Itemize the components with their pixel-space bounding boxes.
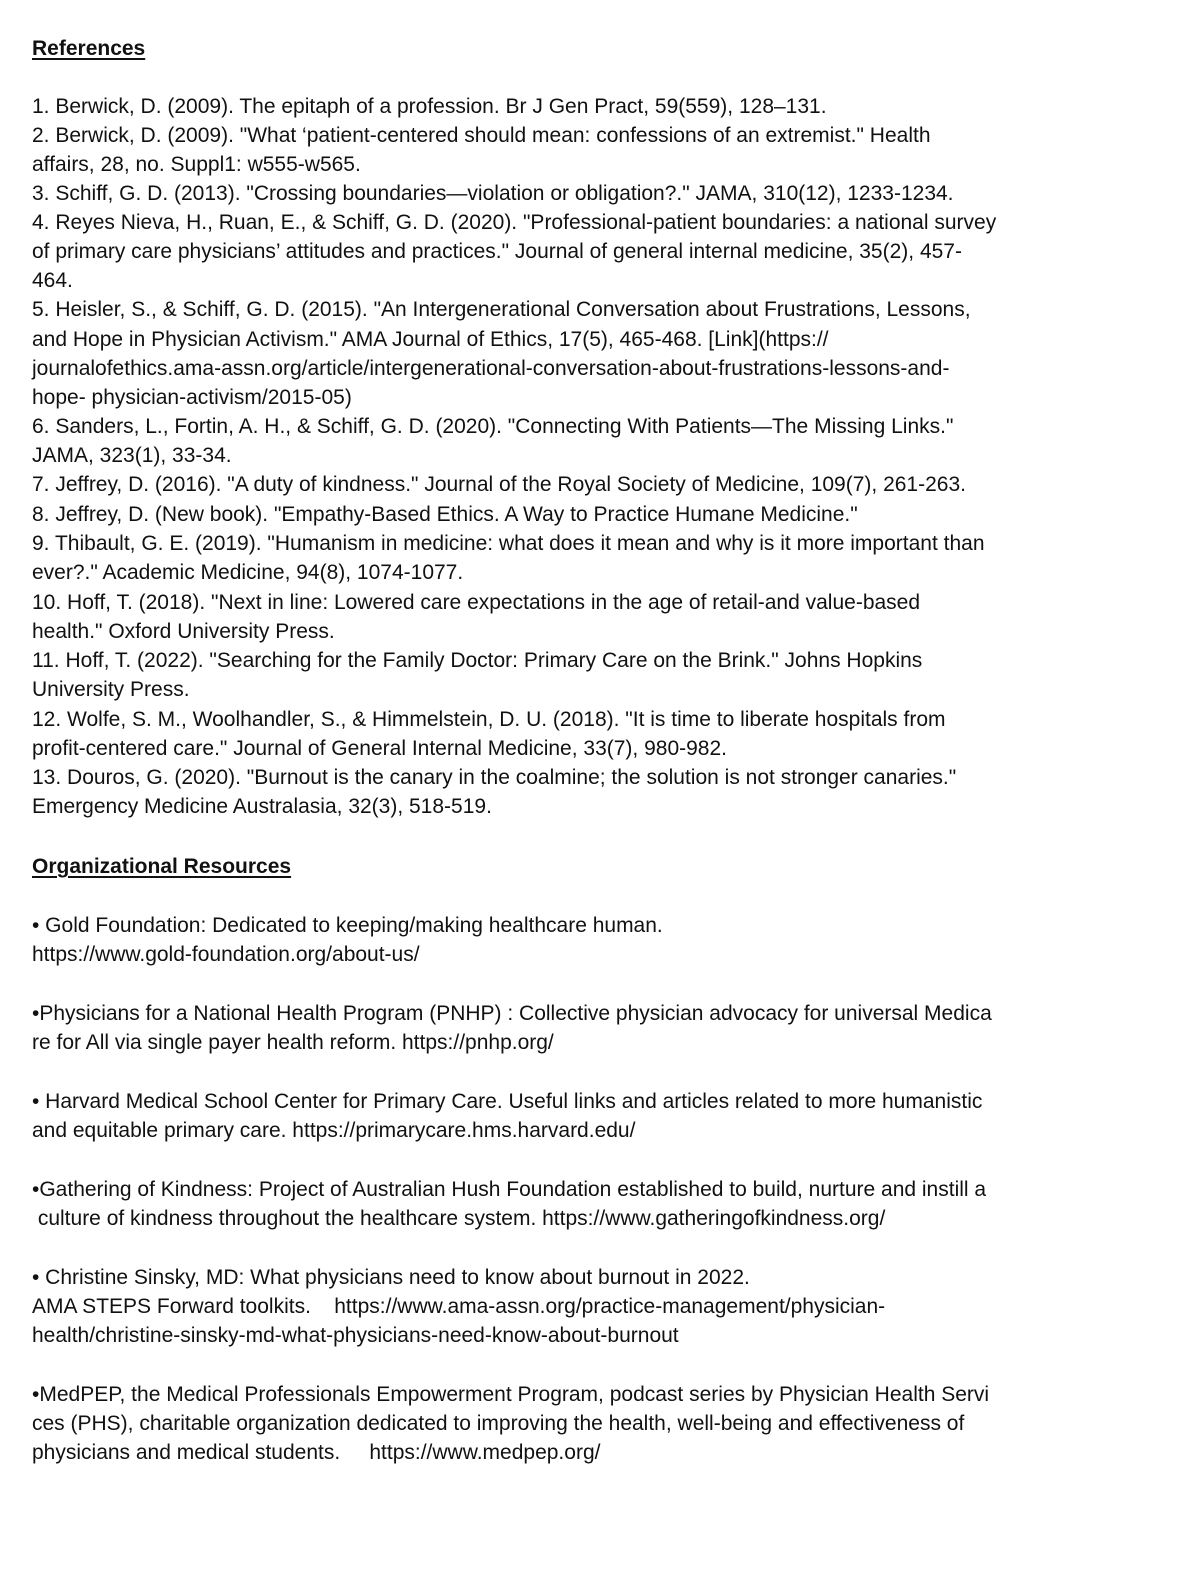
resource-line: health/christine-sinsky-md-what-physicians-need-know-about-burnout (32, 1324, 679, 1347)
reference-line: 13. Douros, G. (2020). "Burnout is the canary in the coalmine; the solution is not stronger canaries." (32, 766, 957, 789)
reference-line: 11. Hoff, T. (2022). "Searching for the Family Doctor: Primary Care on the Brink." Johns Hopkins (32, 649, 923, 672)
resource-line: • Gold Foundation: Dedicated to keeping/making healthcare human. (32, 914, 663, 937)
resource-line: •Gathering of Kindness: Project of Australian Hush Foundation established to build, nurture and instill a (32, 1178, 987, 1201)
reference-line: 3. Schiff, G. D. (2013). "Crossing boundaries—violation or obligation?." JAMA, 310(12), 1233-1234. (32, 182, 954, 205)
reference-line: 5. Heisler, S., & Schiff, G. D. (2015). "An Intergenerational Conversation about Frustrations, Lessons, (32, 298, 971, 321)
reference-line: and Hope in Physician Activism." AMA Journal of Ethics, 17(5), 465-468. [Link](https:// (32, 328, 829, 351)
resource-line: ces (PHS), charitable organization dedicated to improving the health, well-being and effectiveness of (32, 1412, 965, 1435)
resource-line: re for All via single payer health reform. https://pnhp.org/ (32, 1031, 554, 1054)
resource-line: https://www.gold-foundation.org/about-us/ (32, 943, 420, 966)
reference-line: 12. Wolfe, S. M., Woolhandler, S., & Himmelstein, D. U. (2018). "It is time to liberate hospitals from (32, 708, 946, 731)
reference-line: 1. Berwick, D. (2009). The epitaph of a profession. Br J Gen Pract, 59(559), 128–131. (32, 95, 827, 118)
reference-line: 10. Hoff, T. (2018). "Next in line: Lowered care expectations in the age of retail-and value-based (32, 591, 921, 614)
reference-line: 2. Berwick, D. (2009). "What ‘patient-centered should mean: confessions of an extremist." Health (32, 124, 931, 147)
reference-line: ever?." Academic Medicine, 94(8), 1074-1077. (32, 561, 464, 584)
reference-line: 9. Thibault, G. E. (2019). "Humanism in medicine: what does it mean and why is it more important than (32, 532, 985, 555)
resource-line: physicians and medical students. https://www.medpep.org/ (32, 1441, 601, 1464)
references-heading: References (32, 37, 146, 60)
resource-line: •MedPEP, the Medical Professionals Empowerment Program, podcast series by Physician Health Servi (32, 1383, 990, 1406)
resource-line: and equitable primary care. https://primarycare.hms.harvard.edu/ (32, 1119, 636, 1142)
resource-line: • Harvard Medical School Center for Primary Care. Useful links and articles related to more humanistic (32, 1090, 983, 1113)
reference-line: of primary care physicians’ attitudes and practices." Journal of general internal medicine, 35(2), 457- (32, 240, 962, 263)
resource-line: culture of kindness throughout the healthcare system. https://www.gatheringofkindness.org/ (32, 1207, 886, 1230)
reference-line: health." Oxford University Press. (32, 620, 335, 643)
reference-line: 464. (32, 269, 73, 292)
reference-line: profit-centered care." Journal of General Internal Medicine, 33(7), 980-982. (32, 737, 727, 760)
reference-line: journalofethics.ama-assn.org/article/intergenerational-conversation-about-frustrations-lessons-and- (32, 357, 950, 380)
reference-line: 7. Jeffrey, D. (2016). "A duty of kindness." Journal of the Royal Society of Medicine, 109(7), 261-263. (32, 473, 966, 496)
reference-line: University Press. (32, 678, 190, 701)
resource-line: •Physicians for a National Health Program (PNHP) : Collective physician advocacy for universal Medica (32, 1002, 992, 1025)
reference-line: 6. Sanders, L., Fortin, A. H., & Schiff, G. D. (2020). "Connecting With Patients—The Missing Links." (32, 415, 954, 438)
reference-line: affairs, 28, no. Suppl1: w555-w565. (32, 153, 361, 176)
organizational-resources-heading: Organizational Resources (32, 855, 292, 878)
reference-line: JAMA, 323(1), 33-34. (32, 444, 232, 467)
resource-line: • Christine Sinsky, MD: What physicians need to know about burnout in 2022. (32, 1266, 750, 1289)
reference-line: 4. Reyes Nieva, H., Ruan, E., & Schiff, G. D. (2020). "Professional-patient boundaries: a national survey (32, 211, 997, 234)
reference-line: 8. Jeffrey, D. (New book). "Empathy-Based Ethics. A Way to Practice Humane Medicine." (32, 503, 858, 526)
resource-line: AMA STEPS Forward toolkits. https://www.ama-assn.org/practice-management/physician- (32, 1295, 886, 1318)
reference-line: hope- physician-activism/2015-05) (32, 386, 352, 409)
reference-line: Emergency Medicine Australasia, 32(3), 518-519. (32, 795, 492, 818)
